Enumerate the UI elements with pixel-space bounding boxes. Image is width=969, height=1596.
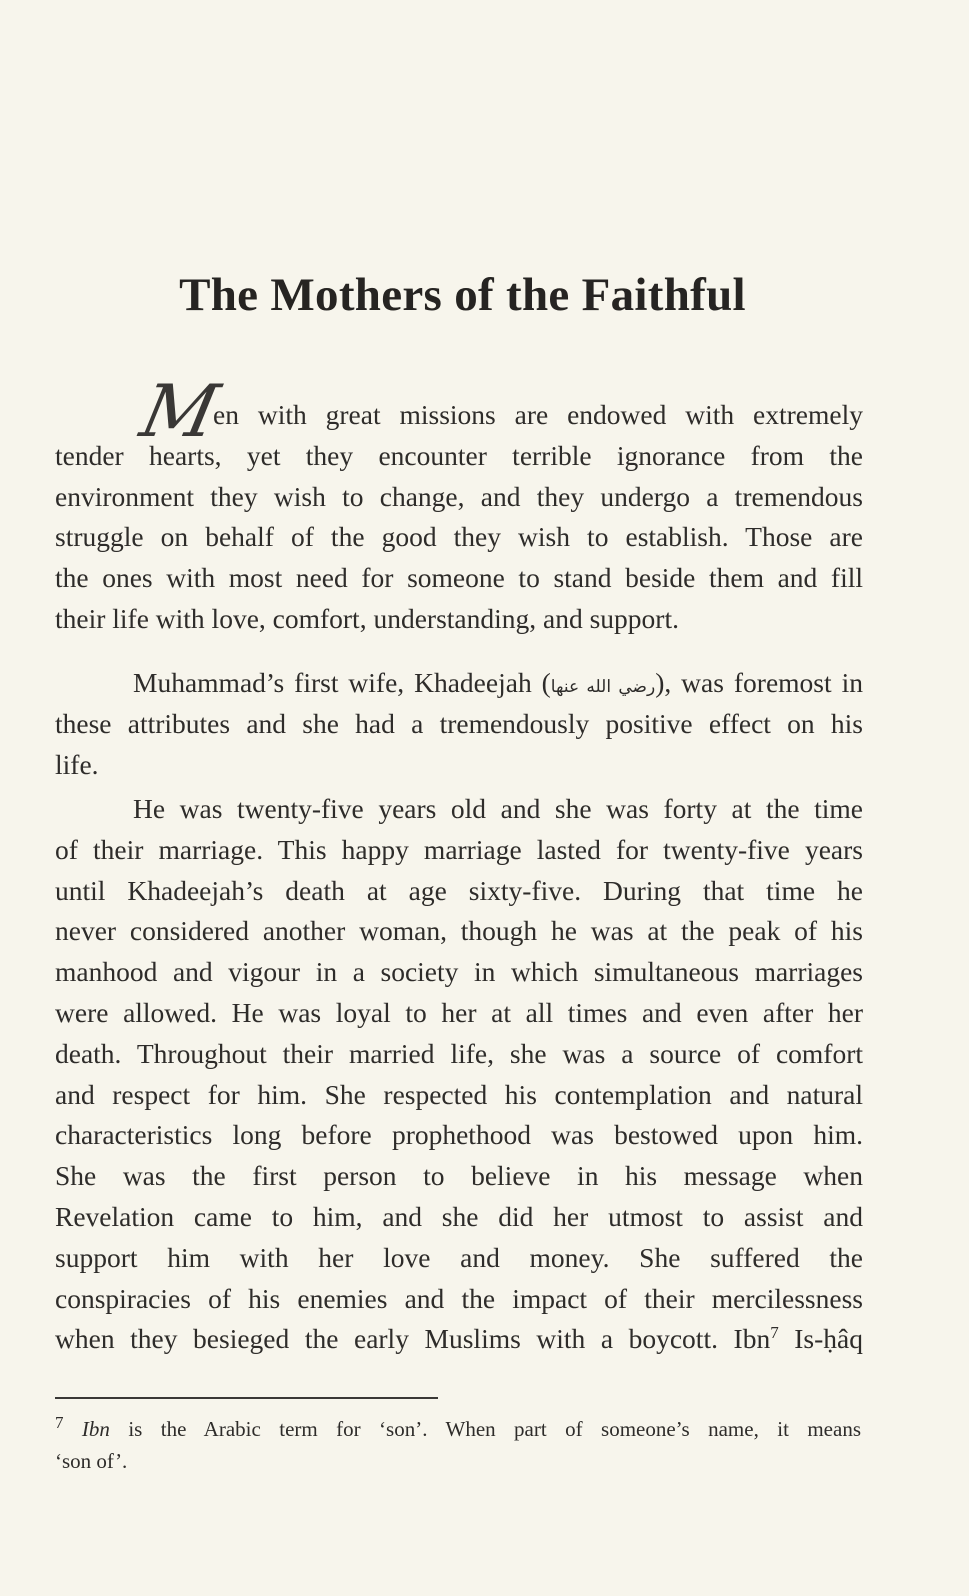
paragraph-line: the ones with most need for someone to stand beside them and fill (55, 562, 863, 594)
paragraph-line: struggle on behalf of the good they wish to establish. Those are (55, 521, 863, 553)
paragraph-line: never considered another woman, though he was at the peak of his (55, 915, 863, 947)
footnote-line: $^7$ Ibn is the Arabic term for ‘son’. When part of someone’s name, it means (55, 1413, 861, 1441)
paragraph-line: M en with great missions are endowed with extremely (134, 368, 863, 453)
paragraph-line: Revelation came to him, and she did her utmost to assist and (55, 1200, 863, 1232)
paragraph-line: death. Throughout their married life, she was a source of comfort (55, 1037, 863, 1069)
paragraph-1 (55, 368, 863, 640)
footnote-line: ‘son of’. (55, 1449, 128, 1473)
footnote-marker: 7 (55, 1413, 64, 1432)
paragraph-line: their life with love, comfort, understanding, and support. (55, 602, 679, 634)
footnote-divider (55, 1397, 438, 1399)
paragraph-line: support him with her love and money. She suffered the (55, 1241, 863, 1273)
chapter-title: The Mothers of the Faithful (179, 269, 746, 321)
footnote (55, 1413, 861, 1477)
paragraph-line: environment they wish to change, and they undergo a tremendous (55, 480, 863, 512)
honorific: رضي الله عنها (550, 677, 656, 696)
footnote-reference[interactable]: 7 (770, 1323, 779, 1343)
paragraph-line: conspiracies of his enemies and the impact of their mercilessness (55, 1282, 863, 1314)
paragraph-line: when they besieged the early Muslims with a boycott. Ibn$^7$ Is-ḥâq (55, 1323, 863, 1355)
paragraph-line: were allowed. He was loyal to her at all times and even after her (55, 996, 863, 1028)
paragraph-line: until Khadeejah’s death at age sixty-five. During that time he (55, 874, 863, 906)
paragraph-line: tender hearts, yet they encounter terrible ignorance from the (55, 439, 863, 471)
paragraph-line: He was twenty-five years old and she was forty at the time (133, 793, 863, 824)
paragraph-line: She was the first person to believe in his message when (55, 1160, 863, 1192)
paragraph-2 (55, 663, 863, 785)
paragraph-line: these attributes and she had a tremendously positive effect on his (55, 707, 863, 739)
paragraph-line: manhood and vigour in a society in which simultaneous marriages (55, 956, 863, 988)
paragraph-line: characteristics long before prophethood was bestowed upon him. (55, 1119, 863, 1151)
paragraph-line: and respect for him. She respected his contemplation and natural (55, 1078, 863, 1110)
paragraph-line: life. (55, 748, 99, 780)
paragraph-3 (55, 789, 863, 1360)
drop-cap: M (134, 368, 226, 453)
paragraph-line: of their marriage. This happy marriage lasted for twenty-five years (55, 833, 863, 865)
paragraph-line: Muhammad’s first wife, Khadeejah (رضي الله عنها), was foremost in (133, 667, 863, 698)
